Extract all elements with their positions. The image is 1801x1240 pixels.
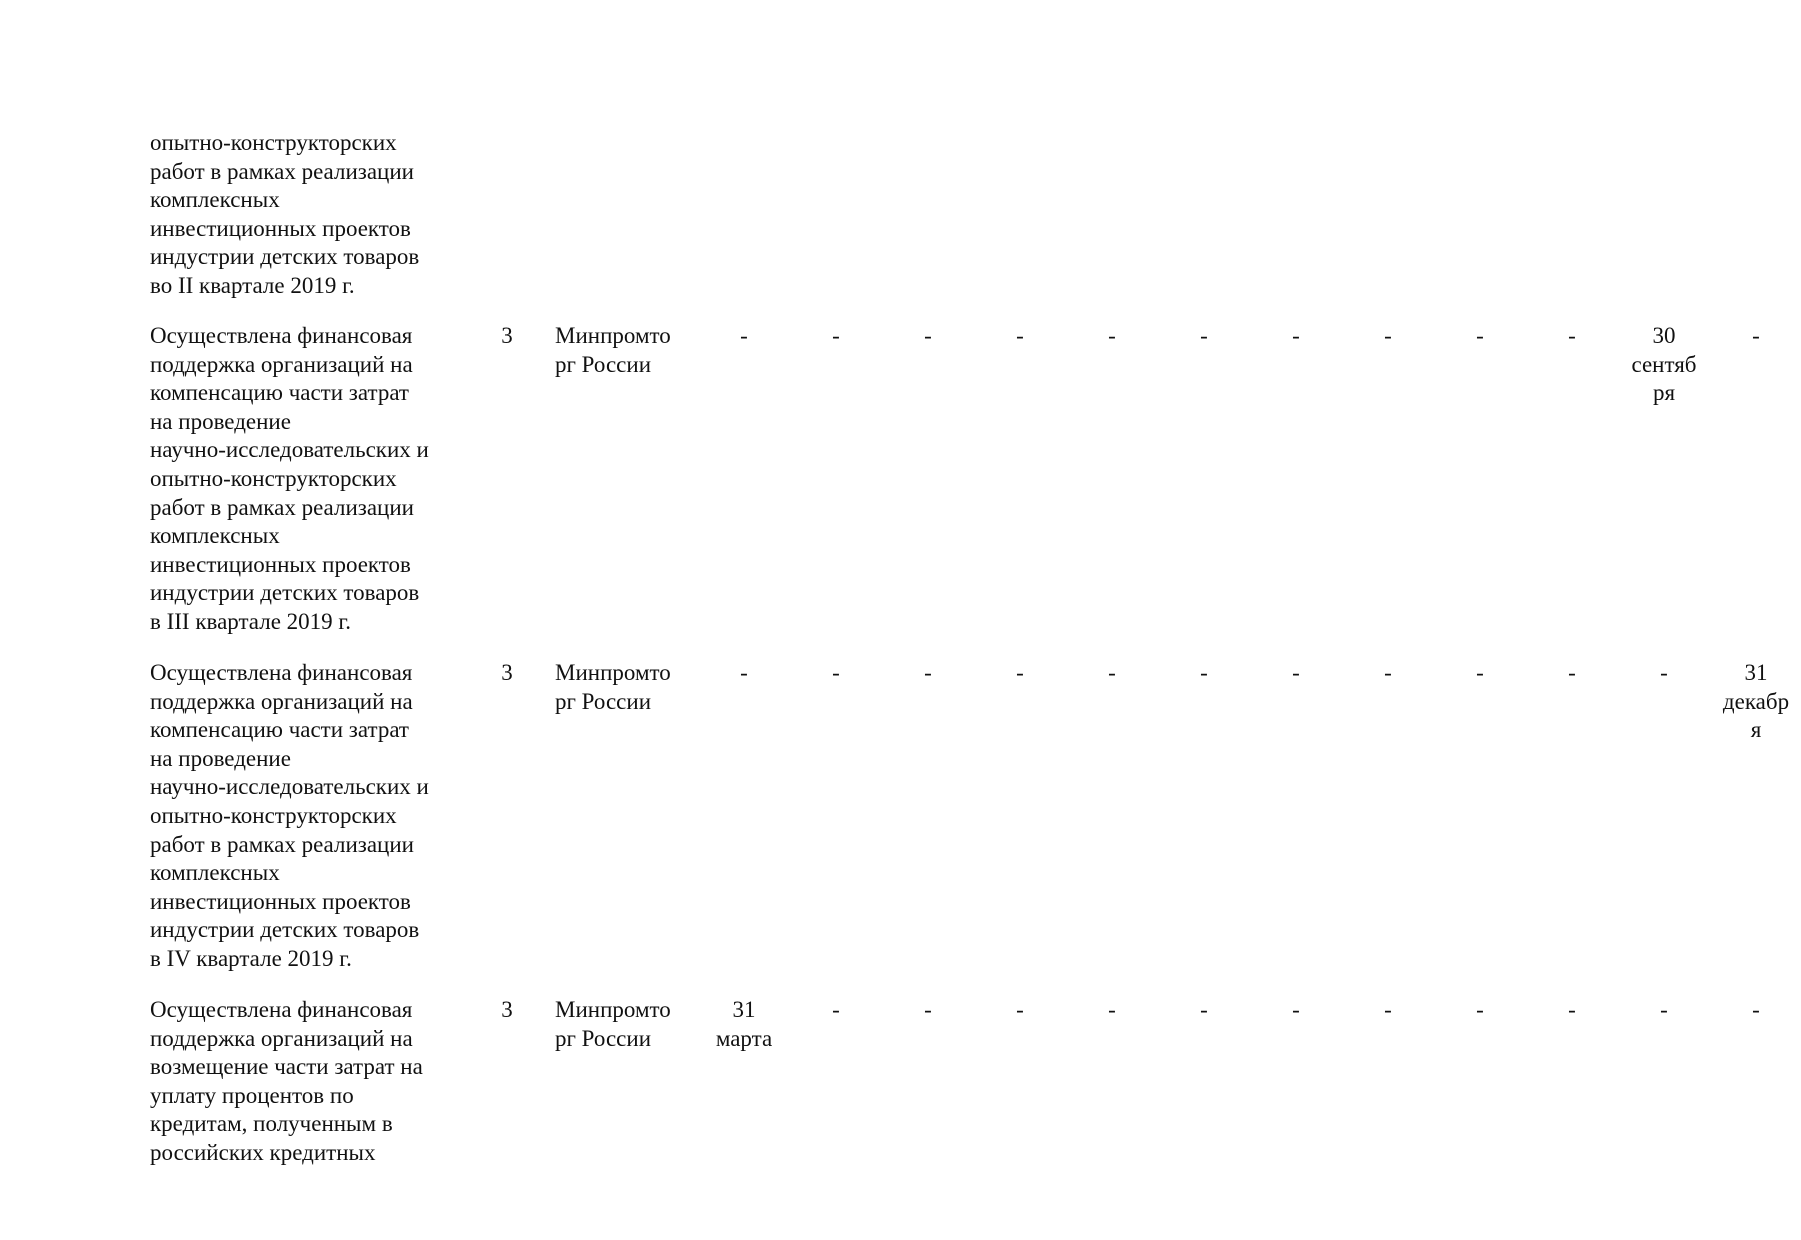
item-description: Осуществлена финансовая поддержка организаций на компенсацию части затрат на проведение научно-исследовательских и опытно-конструкторских работ в рамках реализации комплексных инвестиционных проектов индустрии детских товаров в III квартале 2019 г. xyxy=(150,323,429,634)
schedule-cell: - xyxy=(1568,997,1576,1022)
schedule-cell: - xyxy=(1568,323,1576,348)
schedule-cell: - xyxy=(1200,660,1208,685)
responsible-organization: Минпромто рг России xyxy=(555,660,671,714)
schedule-cell: - xyxy=(832,997,840,1022)
schedule-cell: - xyxy=(1660,660,1668,685)
schedule-cell: - xyxy=(1752,997,1760,1022)
schedule-cell: - xyxy=(1384,660,1392,685)
schedule-cell: - xyxy=(1108,997,1116,1022)
schedule-cell: - xyxy=(924,660,932,685)
schedule-cell: - xyxy=(1200,997,1208,1022)
schedule-cell: - xyxy=(1568,660,1576,685)
item-level: 3 xyxy=(501,323,513,348)
schedule-cell: - xyxy=(1660,997,1668,1022)
item-level: 3 xyxy=(501,660,513,685)
schedule-cell: - xyxy=(1292,323,1300,348)
item-description: Осуществлена финансовая поддержка организаций на компенсацию части затрат на проведение научно-исследовательских и опытно-конструкторских работ в рамках реализации комплексных инвестиционных проектов индустрии детских товаров в IV квартале 2019 г. xyxy=(150,660,429,971)
schedule-cell: - xyxy=(1108,323,1116,348)
schedule-cell: - xyxy=(832,660,840,685)
schedule-cell: 30 сентяб ря xyxy=(1631,323,1697,406)
item-description: опытно-конструкторских работ в рамках реализации комплексных инвестиционных проектов индустрии детских товаров во II квартале 2019 г. xyxy=(150,130,420,298)
schedule-cell: - xyxy=(1476,660,1484,685)
responsible-organization: Минпромто рг России xyxy=(555,323,671,377)
schedule-cell: - xyxy=(1016,323,1024,348)
schedule-cell: - xyxy=(1384,323,1392,348)
schedule-cell: - xyxy=(924,997,932,1022)
schedule-cell: 31 декабр я xyxy=(1722,660,1790,743)
schedule-cell: - xyxy=(740,660,748,685)
schedule-cell: - xyxy=(832,323,840,348)
responsible-organization: Минпромто рг России xyxy=(555,997,671,1051)
schedule-cell: - xyxy=(1200,323,1208,348)
schedule-cell: - xyxy=(924,323,932,348)
schedule-cell: 31 марта xyxy=(715,997,773,1051)
schedule-cell: - xyxy=(1292,997,1300,1022)
item-description: Осуществлена финансовая поддержка организаций на возмещение части затрат на уплату процентов по кредитам, полученным в российских кредитных xyxy=(150,997,423,1165)
schedule-cell: - xyxy=(1752,323,1760,348)
schedule-cell: - xyxy=(740,323,748,348)
schedule-cell: - xyxy=(1016,660,1024,685)
schedule-cell: - xyxy=(1384,997,1392,1022)
schedule-cell: - xyxy=(1108,660,1116,685)
schedule-cell: - xyxy=(1476,997,1484,1022)
item-level: 3 xyxy=(501,997,513,1022)
schedule-cell: - xyxy=(1016,997,1024,1022)
schedule-cell: - xyxy=(1292,660,1300,685)
schedule-cell: - xyxy=(1476,323,1484,348)
